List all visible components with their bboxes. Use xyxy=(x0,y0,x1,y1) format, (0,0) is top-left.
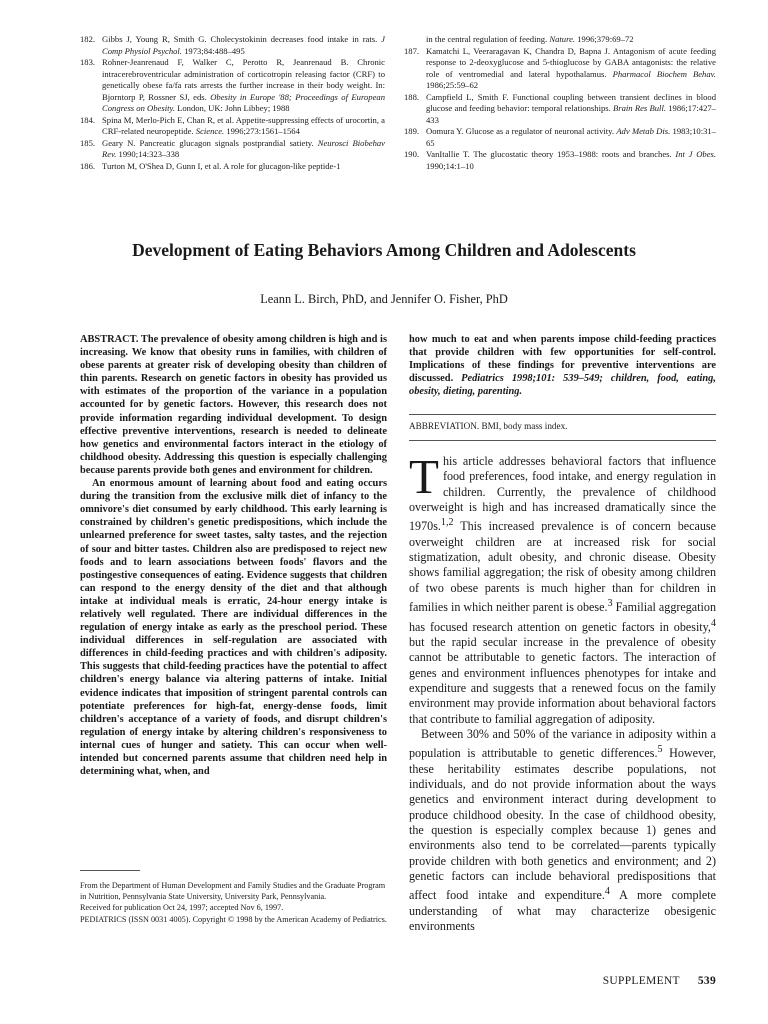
reference-number: 187. xyxy=(404,45,420,56)
footnote-copyright: PEDIATRICS (ISSN 0031 4005). Copyright © 1998 by the American Academy of Pediatrics. xyxy=(80,914,387,924)
citation-superscript: 3 xyxy=(607,598,613,610)
reference-text: Rohner-Jeanrenaud F, Walker C, Perotto R, Jeanrenaud B. Chronic intracerebroventricular administration of corticotropin releasing factor (CRF) to genetically obese fa/fa rats arrests the further increase in their body weight. In: Bjorntorp P, Rossner SJ, eds. Obesity in Europe '88; Proceedings of European Congress on Obesity. London, UK: John Libbey; 1988 xyxy=(102,57,385,113)
reference-entry xyxy=(404,46,716,92)
reference-journal: Int J Obes. xyxy=(675,149,717,159)
citation-superscript: 1,2 xyxy=(440,517,454,529)
reference-journal: Pharmacol Biochem Behav. xyxy=(612,68,716,79)
abstract-conclusion: how much to eat and when parents impose child-feeding practices that provide children with few opportunities for self-control. Implications of these findings for preventive interventions are discussed. xyxy=(409,334,716,385)
abbreviation-rule-bottom xyxy=(409,440,716,441)
reference-list-left xyxy=(80,34,385,172)
running-footer xyxy=(603,975,716,987)
reference-text: Oomura Y. Glucose as a regulator of neuronal activity. Adv Metab Dis. 1983;10:31–65 xyxy=(426,126,716,148)
reference-text: Campfield L, Smith F. Functional coupling between transient declines in blood glucose and feeding behavior: temporal relationships. Brain Res Bull. 1986;17:427–433 xyxy=(426,91,716,125)
abstract-paragraph-2: An enormous amount of learning about food and eating occurs during the transition from the exclusive milk diet of infancy to the omnivore's diet consumed by early childhood. This early learning is constrained by children's genetic predispositions, which include the unlearned preference for sweet tastes, salty tastes, and the rejection of sour and bitter tastes. Children also are predisposed to reject new foods and to learn associations between foods' flavors and the postingestive consequences of eating. Evidence suggests that children can respond to the energy density of the diet and that although intake at individual meals is erratic, 24-hour energy intake is relatively well regulated. There are individual differences in the regulation of energy intake as early as the preschool period. These individual differences in self-regulation are associated with differences in child-feeding practices and with children's adiposity. This suggests that child-feeding practices have the potential to affect children's energy balance via altering patterns of intake. Initial evidence indicates that imposition of stringent parental controls can potentiate preferences for high-fat, energy-dense foods, limit children's acceptance of a variety of foods, and disrupt children's regulation of energy intake by altering children's responsiveness to internal cues of hunger and satiety. This can occur when well-intended but concerned parents assume that children need help in determining what, when, and xyxy=(80,478,387,778)
citation-superscript: 4 xyxy=(710,617,716,629)
reference-entry xyxy=(404,126,716,149)
article-authors: Leann L. Birch, PhD, and Jennifer O. Fisher, PhD xyxy=(260,292,508,306)
reference-number: 183. xyxy=(80,57,96,67)
section-label: SUPPLEMENT xyxy=(602,975,680,987)
reference-journal: Adv Metab Dis. xyxy=(616,126,671,136)
reference-text: in the central regulation of feeding. Nature. 1996;379:69–72 xyxy=(426,34,634,44)
reference-journal: Nature. xyxy=(549,34,576,44)
reference-number: 185. xyxy=(80,137,96,148)
reference-number: 190. xyxy=(404,149,420,159)
footnote-affiliation: From the Department of Human Development and Family Studies and the Graduate Program in Nutrition, Pennsylvania State University, University Park, Pennsylvania. xyxy=(80,881,386,902)
reference-number: 189. xyxy=(404,126,420,136)
reference-number: 188. xyxy=(404,91,420,102)
reference-text: Turton M, O'Shea D, Gunn I, et al. A role for glucagon-like peptide-1 xyxy=(102,160,341,171)
page-number: 539 xyxy=(697,975,716,987)
footnote xyxy=(80,880,387,925)
reference-journal: J Comp Physiol Psychol. xyxy=(102,34,385,56)
reference-journal: Brain Res Bull. xyxy=(613,103,666,113)
abbreviation-rule-top xyxy=(409,414,716,415)
reference-number: 182. xyxy=(80,34,96,44)
reference-number: 186. xyxy=(80,160,96,171)
abstract-paragraph-3 xyxy=(409,333,716,398)
drop-cap: T xyxy=(409,449,439,504)
reference-number: 184. xyxy=(80,114,96,125)
body-text-column xyxy=(409,449,717,934)
footnote-rule xyxy=(80,870,140,871)
abstract-right-column xyxy=(409,333,716,398)
reference-entry xyxy=(404,34,716,46)
reference-number xyxy=(404,34,426,46)
citation-superscript: 4 xyxy=(604,886,610,898)
abstract-paragraph-1: ABSTRACT. The prevalence of obesity among children is high and is increasing. We know that obesity runs in families, with children of obese parents at greater risk of developing obesity than children of thin parents. Research on genetic factors in obesity has provided us with estimates of the proportion of the variance in a population accounted for by genetic factors. However, this research does not provide information regarding individual development. To design effective preventive interventions, research is needed to delineate how genetics and environmental factors interact in the etiology of childhood obesity. Addressing this question is especially challenging because parents provide both genes and environment for children. xyxy=(80,334,387,476)
keywords: children, food, eating, obesity, dieting, parenting. xyxy=(409,373,716,398)
reference-text: Kamatchi L, Veeraragavan K, Chandra D, Bapna J. Antagonism of acute feeding response to 2-deoxyglucose and 5-thioglucose by GABA antagonists: the relative role of ventromedial and lateral hypothalamus. Pharmacol Biochem Behav. 1986;25:59–62 xyxy=(426,45,716,90)
reference-entry xyxy=(80,138,385,161)
reference-entry xyxy=(80,115,385,138)
reference-entry xyxy=(80,57,385,115)
reference-text: VanItallie T. The glucostatic theory 1953–1988: roots and branches. Int J Obes. 1990;14:1–10 xyxy=(426,149,717,171)
footnote-received: Received for publication Oct 24, 1997; accepted Nov 6, 1997. xyxy=(80,903,284,913)
reference-list-right xyxy=(404,34,716,172)
abbreviation-note: ABBREVIATION. BMI, body mass index. xyxy=(409,421,568,431)
reference-text: Spina M, Merlo-Pich E, Chan R, et al. Appetite-suppressing effects of urocortin, a CRF-related neuropeptide. Science. 1996;273:1561–1564 xyxy=(102,114,385,136)
reference-entry xyxy=(404,92,716,127)
abstract-left-column xyxy=(80,333,387,778)
citation-superscript: 5 xyxy=(657,744,663,756)
reference-journal: Science. xyxy=(195,126,225,136)
reference-journal: Neurosci Biobehav Rev. xyxy=(102,137,385,159)
journal-citation: Pediatrics 1998;101: 539–549; xyxy=(461,373,611,385)
reference-text: Geary N. Pancreatic glucagon signals postprandial satiety. Neurosci Biobehav Rev. 1990;14:323–338 xyxy=(102,137,385,159)
reference-text: Gibbs J, Young R, Smith G. Cholecystokinin decreases food intake in rats. J Comp Physiol Psychol. 1973;84:488–495 xyxy=(102,34,385,56)
reference-journal: Obesity in Europe '88; Proceedings of European Congress on Obesity. xyxy=(102,91,385,113)
reference-entry xyxy=(404,149,716,172)
body-paragraph-1: This article addresses behavioral factors that influence food preferences, food intake, and energy regulation in children. Currently, the prevalence of childhood overweight is high and has increased dramatically since the 1970s.$^{1,2}$ This increased prevalence is of concern because overweight children are at increased risk for social stigmatization, adult obesity, and chronic disease. Obesity shows familial aggregation; the risk of obesity among children of two obese parents is much higher than for children in families in which neither parent is obese.$^3$ Familial aggregation has focused research attention on genetic factors in obesity,$^4$ but the rapid secular increase in the prevalence of obesity cannot be attributable to genetic factors. The interaction of genes and environment influences phenotypes for intake and expenditure and suggests that a renewed focus on the family environment may provide information about behavioral factors that contribute to familial aggregation of adiposity. xyxy=(409,449,716,726)
article-title: Development of Eating Behaviors Among Children and Adolescents xyxy=(132,240,636,260)
body-paragraph-2: Between 30% and 50% of the variance in adiposity within a population is attributable to genetic differences.$^5$ However, these heritability estimates describe populations, not individuals, and do not provide information about the ways genetics and environment interact during development to produce childhood obesity. In the case of childhood obesity, the question is especially complex because 1) genes and environments also tend to be correlated—parents typically provide children with both genetics and environment; and 2) genetic factors can include behavioral predispositions that affect food intake and expenditure.$^4$ A more complete understanding of what may characterize obesigenic environments xyxy=(409,726,717,934)
reference-entry xyxy=(80,34,385,57)
reference-entry xyxy=(80,161,385,173)
